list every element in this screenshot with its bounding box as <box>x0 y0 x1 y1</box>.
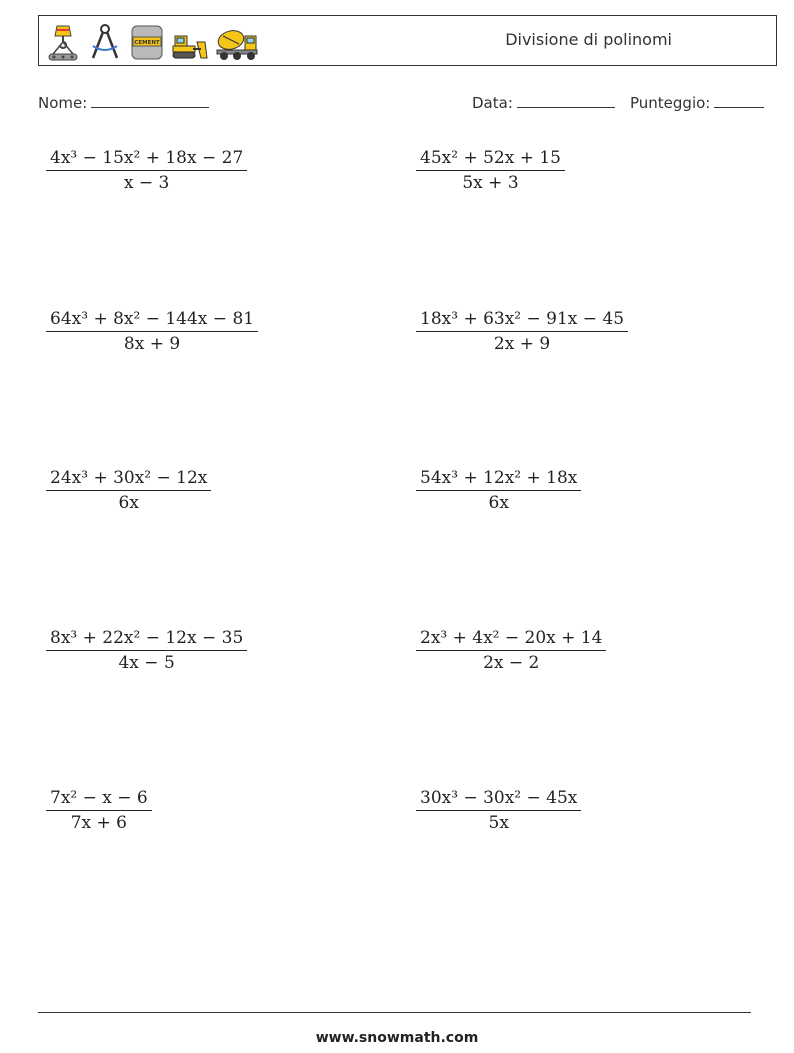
fraction <box>416 468 581 513</box>
numerator: 64x³ + 8x² − 144x − 81 <box>50 309 255 329</box>
numerator: 8x³ + 22x² − 12x − 35 <box>50 628 244 648</box>
denominator: 7x + 6 <box>70 813 127 833</box>
date-blank-line[interactable] <box>517 93 615 108</box>
denominator: 2x − 2 <box>483 653 540 673</box>
numerator: 7x² − x − 6 <box>50 788 148 808</box>
fraction <box>416 309 628 354</box>
fraction <box>416 148 565 193</box>
date-label: Data: <box>472 94 513 112</box>
score-blank-line[interactable] <box>714 93 764 108</box>
problem-6 <box>416 468 581 513</box>
problem-9 <box>46 788 152 833</box>
worksheet-header <box>38 15 777 66</box>
problem-3 <box>46 309 258 354</box>
name-blank-line[interactable] <box>91 93 209 108</box>
numerator: 30x³ − 30x² − 45x <box>420 788 578 808</box>
denominator: 6x <box>488 493 509 513</box>
score-field[interactable] <box>630 93 764 112</box>
denominator: 8x + 9 <box>123 334 181 354</box>
date-field[interactable] <box>472 93 615 112</box>
numerator: 45x² + 52x + 15 <box>420 148 561 168</box>
name-label: Nome: <box>38 94 88 112</box>
numerator: 18x³ + 63x² − 91x − 45 <box>420 309 625 329</box>
problem-10 <box>416 788 581 833</box>
denominator: x − 3 <box>123 173 170 193</box>
numerator: 2x³ + 4x² − 20x + 14 <box>420 628 603 648</box>
denominator: 6x <box>118 493 139 513</box>
fraction <box>46 628 247 673</box>
problem-7 <box>46 628 247 673</box>
denominator: 5x <box>488 813 509 833</box>
problem-8 <box>416 628 606 673</box>
fraction <box>416 628 606 673</box>
bulldozer-icon <box>171 22 209 62</box>
problem-2 <box>416 148 565 193</box>
fraction <box>46 788 152 833</box>
denominator: 5x + 3 <box>462 173 519 193</box>
footer-url[interactable]: www.snowmath.com <box>315 1030 479 1046</box>
cement-mixer-truck-icon <box>215 22 259 62</box>
numerator: 4x³ − 15x² + 18x − 27 <box>50 148 244 168</box>
fraction <box>46 309 258 354</box>
numerator: 24x³ + 30x² − 12x <box>50 468 208 488</box>
cement-bag-icon <box>129 22 165 62</box>
problem-4 <box>416 309 628 354</box>
numerator: 54x³ + 12x² + 18x <box>420 468 578 488</box>
problem-5 <box>46 468 211 513</box>
crane-hook-icon <box>45 22 81 62</box>
cement-label: CEMENT <box>134 40 160 46</box>
score-label: Punteggio: <box>630 94 711 112</box>
header-icons <box>45 22 259 62</box>
problem-1 <box>46 148 247 193</box>
fraction <box>46 468 211 513</box>
drafting-compass-icon <box>87 22 123 62</box>
footer-divider <box>38 1012 751 1013</box>
fraction <box>416 788 581 833</box>
worksheet-title: Divisione di polinomi <box>505 30 672 49</box>
fraction <box>46 148 247 193</box>
name-field[interactable] <box>38 93 209 112</box>
denominator: 2x + 9 <box>493 334 551 354</box>
denominator: 4x − 5 <box>118 653 175 673</box>
